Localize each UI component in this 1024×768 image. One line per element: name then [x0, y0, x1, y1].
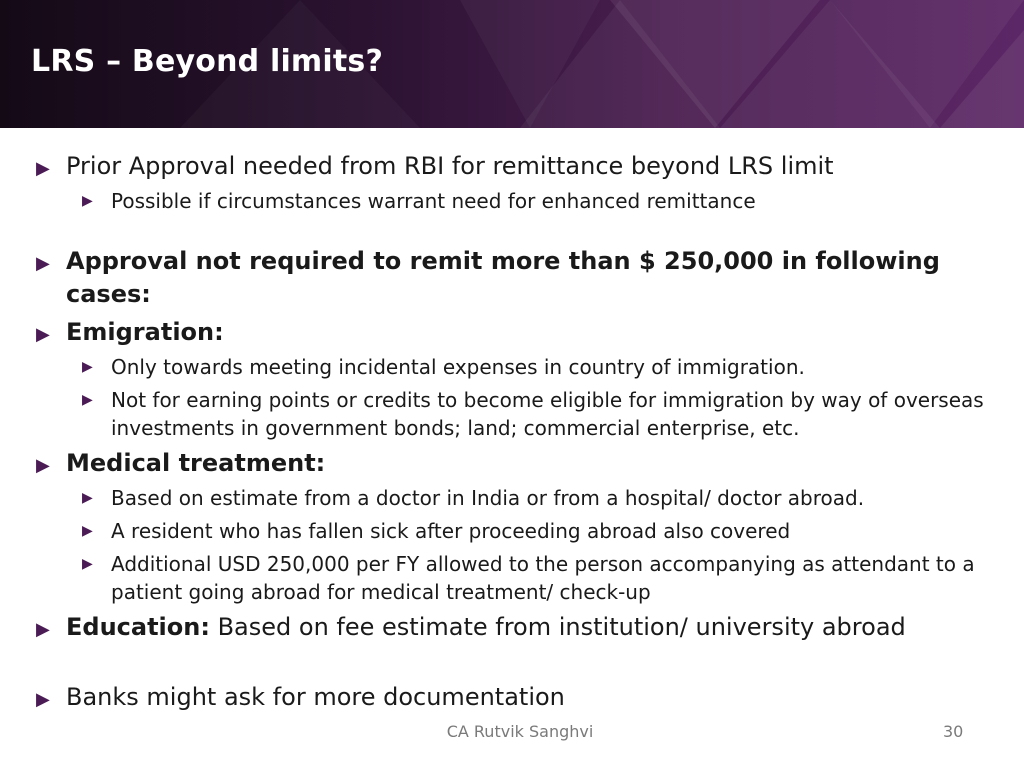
sub-bullet-item	[72, 484, 996, 512]
bullet-text: Banks might ask for more documentation	[66, 683, 565, 711]
triangle-right-icon: ▶	[82, 359, 93, 375]
sub-bullet-text: Possible if circumstances warrant need for enhanced remittance	[111, 189, 756, 213]
triangle-right-icon: ▶	[36, 455, 50, 476]
footer-author: CA Rutvik Sanghvi	[446, 722, 594, 741]
triangle-right-icon: ▶	[82, 193, 93, 209]
sub-bullet-item	[72, 386, 996, 442]
bullet-item	[36, 150, 996, 183]
sub-bullet-text: A resident who has fallen sick after proceeding abroad also covered	[111, 519, 791, 543]
bullet-item	[36, 316, 996, 349]
sub-bullet-text: Not for earning points or credits to become eligible for immigration by way of overseas investments in government bonds; land; commercial enterprise, etc.	[111, 388, 984, 440]
sub-bullet-text: Additional USD 250,000 per FY allowed to the person accompanying as attendant to a patient going abroad for medical treatment/ check-up	[111, 552, 975, 604]
triangle-right-icon: ▶	[82, 392, 93, 408]
sub-bullet-item	[72, 353, 996, 381]
triangle-right-icon: ▶	[36, 253, 50, 274]
sub-bullet-text: Only towards meeting incidental expenses in country of immigration.	[111, 355, 805, 379]
triangle-right-icon: ▶	[36, 324, 50, 345]
bullet-heading: Emigration:	[66, 318, 224, 346]
slide-title: LRS – Beyond limits?	[31, 44, 384, 79]
triangle-right-icon: ▶	[82, 523, 93, 539]
bullet-heading: Medical treatment:	[66, 449, 326, 477]
bullet-text: Prior Approval needed from RBI for remittance beyond LRS limit	[66, 152, 834, 180]
triangle-right-icon: ▶	[82, 556, 93, 572]
triangle-right-icon: ▶	[82, 490, 93, 506]
sub-bullet-item	[72, 517, 996, 545]
triangle-right-icon: ▶	[36, 158, 50, 179]
sub-bullet-item	[72, 550, 996, 606]
bullet-text: Based on fee estimate from institution/ university abroad	[209, 613, 906, 641]
bullet-item	[36, 447, 996, 480]
bullet-item	[36, 611, 996, 644]
bullet-item	[36, 245, 996, 311]
bullet-text: Approval not required to remit more than $ 250,000 in following cases:	[66, 247, 940, 308]
sub-bullet-item	[72, 187, 996, 215]
triangle-right-icon: ▶	[36, 689, 50, 710]
page-number: 30	[943, 722, 964, 741]
bullet-item	[36, 681, 996, 714]
sub-bullet-text: Based on estimate from a doctor in India or from a hospital/ doctor abroad.	[111, 486, 865, 510]
bullet-list	[36, 150, 996, 714]
bullet-heading: Education:	[66, 613, 210, 641]
triangle-right-icon: ▶	[36, 619, 50, 640]
title-banner	[0, 0, 1024, 128]
